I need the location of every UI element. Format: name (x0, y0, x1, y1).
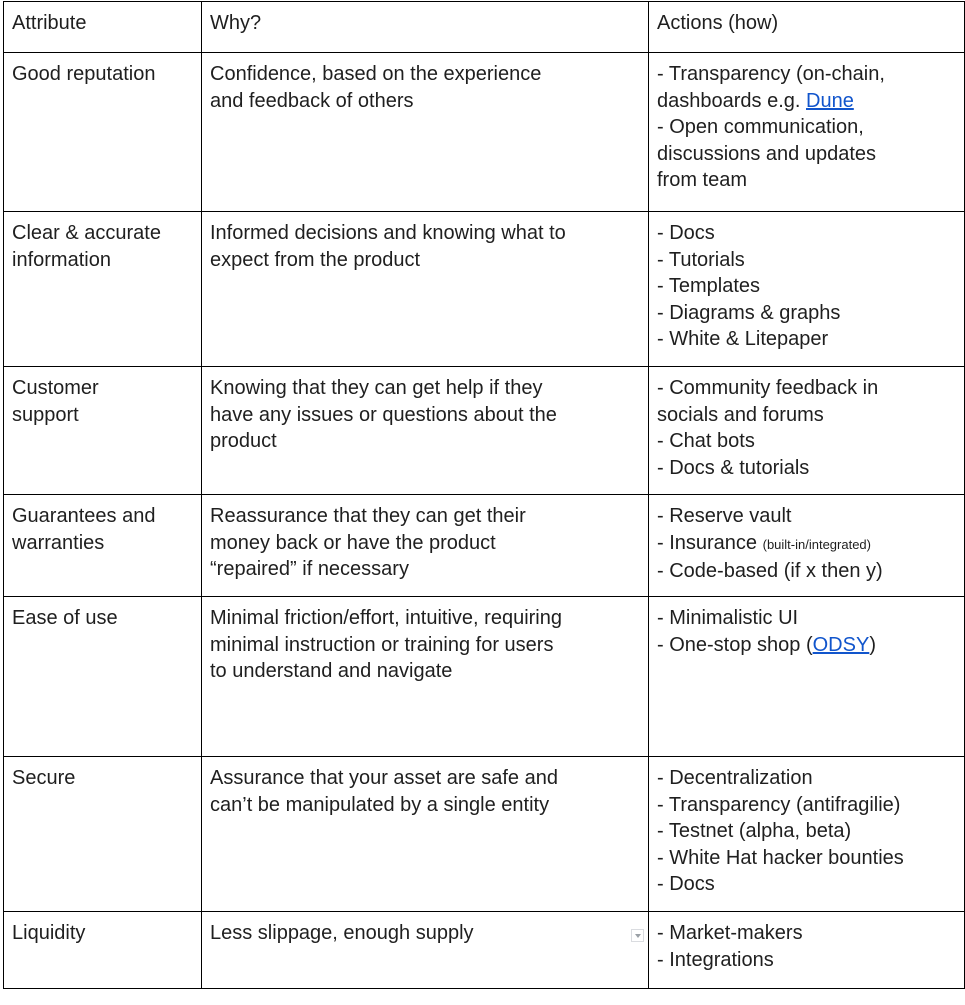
table-header-row (4, 2, 965, 53)
cell-text: - Docs (657, 222, 715, 244)
cell-text: and feedback of others (210, 89, 414, 112)
why-cell[interactable] (202, 212, 649, 367)
table-row (4, 912, 965, 989)
cell-text: - Tutorials (657, 248, 745, 271)
cell-text: - Decentralization (657, 767, 813, 789)
cell-text: - White & Litepaper (657, 328, 829, 350)
cell-text: support (12, 403, 79, 426)
actions-cell[interactable] (649, 367, 965, 495)
odsy-link[interactable]: ODSY (812, 633, 870, 656)
header-cell-actions[interactable]: Actions (how) (649, 2, 965, 53)
cell-text-with-small: - Insurance (built-in/integrated) (657, 531, 871, 554)
cell-text: have any issues or questions about the (210, 403, 557, 426)
attribute-cell[interactable] (4, 912, 202, 989)
cell-dropdown-icon[interactable] (631, 929, 644, 942)
cell-text: Good reputation (12, 63, 156, 85)
small-note: (built-in/integrated) (762, 536, 871, 552)
table-row (4, 757, 965, 912)
table-row (4, 367, 965, 495)
why-cell[interactable] (202, 597, 649, 757)
why-cell[interactable] (202, 367, 649, 495)
cell-text: information (12, 248, 111, 271)
why-cell[interactable] (202, 757, 649, 912)
why-cell[interactable] (202, 495, 649, 597)
cell-text: Ease of use (12, 607, 118, 629)
attribute-cell[interactable] (4, 597, 202, 757)
cell-text: Reassurance that they can get their (210, 505, 526, 527)
cell-text: product (210, 430, 277, 452)
actions-cell[interactable] (649, 912, 965, 989)
cell-text: - Minimalistic UI (657, 607, 799, 629)
cell-text: - Code-based (if x then y) (657, 560, 883, 582)
cell-text: money back or have the product (210, 531, 496, 554)
cell-text: - Integrations (657, 948, 774, 971)
cell-text: Liquidity (12, 922, 86, 944)
cell-text: - Diagrams & graphs (657, 301, 841, 324)
cell-text-with-link: dashboards e.g. Dune (657, 89, 854, 112)
cell-text: Less slippage, enough supply (210, 922, 474, 944)
dune-link[interactable]: Dune (806, 89, 854, 112)
attribute-cell[interactable] (4, 212, 202, 367)
header-cell-attribute[interactable]: Attribute (4, 2, 202, 53)
cell-text: socials and forums (657, 403, 824, 426)
attributes-table (3, 1, 965, 989)
cell-text: Clear & accurate (12, 222, 161, 244)
why-cell[interactable] (202, 912, 649, 989)
cell-text: - Open communication, (657, 116, 864, 138)
cell-text: Confidence, based on the experience (210, 63, 542, 85)
table-row (4, 53, 965, 212)
cell-text: to understand and navigate (210, 660, 453, 682)
cell-text: - Transparency (on-chain, (657, 63, 885, 85)
cell-text: can’t be manipulated by a single entity (210, 793, 550, 816)
cell-text: - Templates (657, 275, 761, 297)
table-row (4, 597, 965, 757)
cell-text: Minimal friction/effort, intuitive, requiring (210, 607, 562, 629)
attribute-cell[interactable] (4, 757, 202, 912)
header-cell-why[interactable]: Why? (202, 2, 649, 53)
cell-text: “repaired” if necessary (210, 558, 409, 580)
actions-cell[interactable] (649, 597, 965, 757)
actions-cell[interactable] (649, 495, 965, 597)
cell-text-with-link: - One-stop shop (ODSY) (657, 633, 876, 656)
cell-text: - Chat bots (657, 430, 755, 452)
cell-text: Informed decisions and knowing what to (210, 222, 566, 244)
cell-text: discussions and updates (657, 142, 877, 165)
attribute-cell[interactable] (4, 367, 202, 495)
actions-cell[interactable] (649, 53, 965, 212)
cell-text: - Testnet (alpha, beta) (657, 820, 852, 842)
cell-text: - Docs & tutorials (657, 456, 810, 479)
cell-text: Assurance that your asset are safe and (210, 767, 558, 789)
cell-text: Guarantees and (12, 505, 156, 527)
attribute-cell[interactable] (4, 53, 202, 212)
cell-text: - Community feedback in (657, 377, 879, 399)
cell-text: - Transparency (antifragilie) (657, 793, 901, 816)
cell-text: - White Hat hacker bounties (657, 846, 904, 869)
cell-text: Customer (12, 377, 99, 399)
cell-text: Secure (12, 767, 76, 789)
cell-text: expect from the product (210, 248, 421, 271)
actions-cell[interactable] (649, 757, 965, 912)
attribute-cell[interactable] (4, 495, 202, 597)
table-row (4, 212, 965, 367)
cell-text: - Docs (657, 873, 715, 895)
cell-text: Knowing that they can get help if they (210, 377, 543, 399)
table-row (4, 495, 965, 597)
cell-text: minimal instruction or training for users (210, 633, 554, 656)
cell-text: - Market-makers (657, 922, 803, 944)
actions-cell[interactable] (649, 212, 965, 367)
why-cell[interactable] (202, 53, 649, 212)
cell-text: - Reserve vault (657, 505, 792, 527)
cell-text: warranties (12, 531, 105, 554)
cell-text: from team (657, 169, 748, 191)
